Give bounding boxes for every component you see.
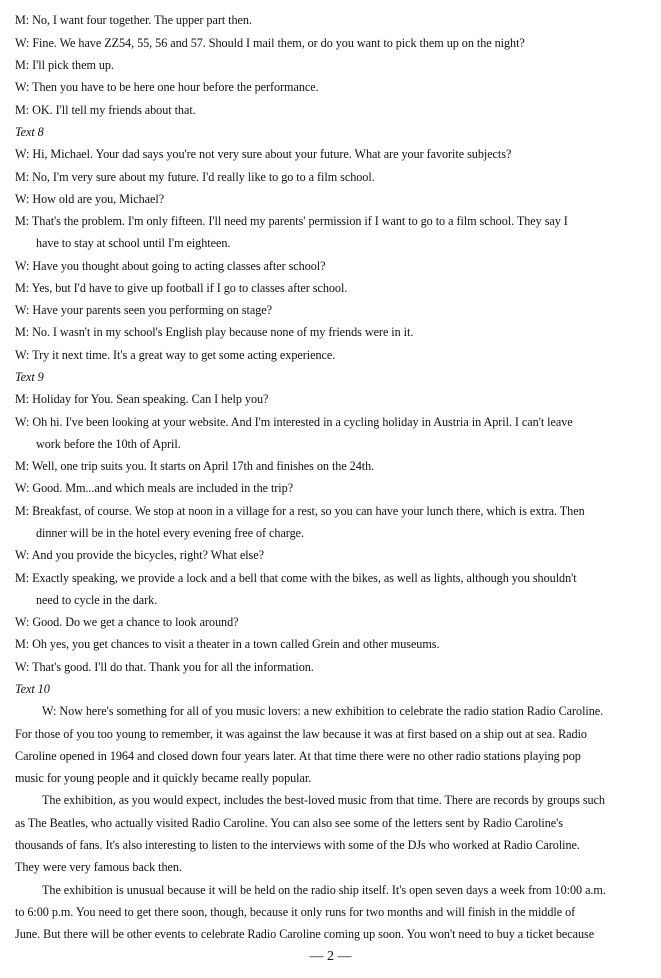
dialogue-line: W: Good. Mm...and which meals are included in the trip? [15,481,294,495]
dialogue-line: M: Oh yes, you get chances to visit a theater in a town called Grein and other museums. [15,637,440,651]
dialogue-line: M: Yes, but I'd have to give up football if I go to classes after school. [15,281,348,295]
dialogue-line: W: That's good. I'll do that. Thank you for all the information. [15,660,314,674]
paragraph-line: as The Beatles, who actually visited Radio Caroline. You can also see some of the letters sent by Radio Caroline's [15,816,563,830]
dialogue-line: M: No. I wasn't in my school's English play because none of my friends were in it. [15,325,414,339]
paragraph-line: June. But there will be other events to celebrate Radio Caroline coming up soon. You won't need to buy a ticket because [15,927,595,941]
paragraph-line: The exhibition, as you would expect, includes the best-loved music from that time. There are records by groups such [42,793,605,807]
dialogue-line: W: How old are you, Michael? [15,192,165,206]
dialogue-line: M: That's the problem. I'm only fifteen. I'll need my parents' permission if I want to go to a film school. They say I [15,214,568,228]
paragraph-line: The exhibition is unusual because it will be held on the radio ship itself. It's open seven days a week from 10:00 a.m. [42,883,606,897]
section-heading-text-9: Text 9 [15,370,44,384]
dialogue-line: M: Exactly speaking, we provide a lock and a bell that come with the bikes, as well as lights, although you shouldn't [15,571,577,585]
dialogue-line: M: OK. I'll tell my friends about that. [15,103,196,117]
page-number: — 2 — [309,949,352,964]
dialogue-continuation: need to cycle in the dark. [36,593,158,607]
paragraph-line: music for young people and it quickly became really popular. [15,771,312,785]
dialogue-line: M: No, I want four together. The upper part then. [15,13,252,27]
dialogue-line: W: Fine. We have ZZ54, 55, 56 and 57. Should I mail them, or do you want to pick them up on the night? [15,36,525,50]
section-heading-text-8: Text 8 [15,125,44,139]
dialogue-line: W: Then you have to be here one hour before the performance. [15,80,319,94]
paragraph-line: to 6:00 p.m. You need to get there soon, though, because it only runs for two months and will finish in the middle of [15,905,576,919]
dialogue-line: W: Have your parents seen you performing on stage? [15,303,272,317]
dialogue-line: W: Hi, Michael. Your dad says you're not very sure about your future. What are your favorite subjects? [15,147,512,161]
dialogue-continuation: have to stay at school until I'm eighteen. [36,236,231,250]
paragraph-line: For those of you too young to remember, it was against the law because it was at first based on a ship out at sea. Radio [15,727,587,741]
dialogue-line: M: Holiday for You. Sean speaking. Can I help you? [15,392,269,406]
dialogue-line: W: Oh hi. I've been looking at your website. And I'm interested in a cycling holiday in Austria in April. I can't leave [15,415,573,429]
paragraph-line: thousands of fans. It's also interesting to listen to the interviews with some of the DJs who worked at Radio Caroline. [15,838,580,852]
dialogue-line: M: I'll pick them up. [15,58,114,72]
dialogue-continuation: dinner will be in the hotel every evening free of charge. [36,526,304,540]
paragraph-line: W: Now here's something for all of you music lovers: a new exhibition to celebrate the radio station Radio Caroline. [42,704,604,718]
dialogue-line: W: Try it next time. It's a great way to get some acting experience. [15,348,336,362]
dialogue-line: M: Well, one trip suits you. It starts on April 17th and finishes on the 24th. [15,459,375,473]
dialogue-line: M: Breakfast, of course. We stop at noon in a village for a rest, so you can have your lunch there, which is extra. Then [15,504,585,518]
dialogue-line: W: Have you thought about going to acting classes after school? [15,259,326,273]
dialogue-line: W: And you provide the bicycles, right? What else? [15,548,264,562]
paragraph-line: Caroline opened in 1964 and closed down four years later. At that time there were no other radio stations playing pop [15,749,581,763]
section-heading-text-10: Text 10 [15,682,50,696]
paragraph-line: They were very famous back then. [15,860,182,874]
dialogue-line: W: Good. Do we get a chance to look around? [15,615,239,629]
dialogue-continuation: work before the 10th of April. [36,437,181,451]
dialogue-line: M: No, I'm very sure about my future. I'd really like to go to a film school. [15,170,375,184]
